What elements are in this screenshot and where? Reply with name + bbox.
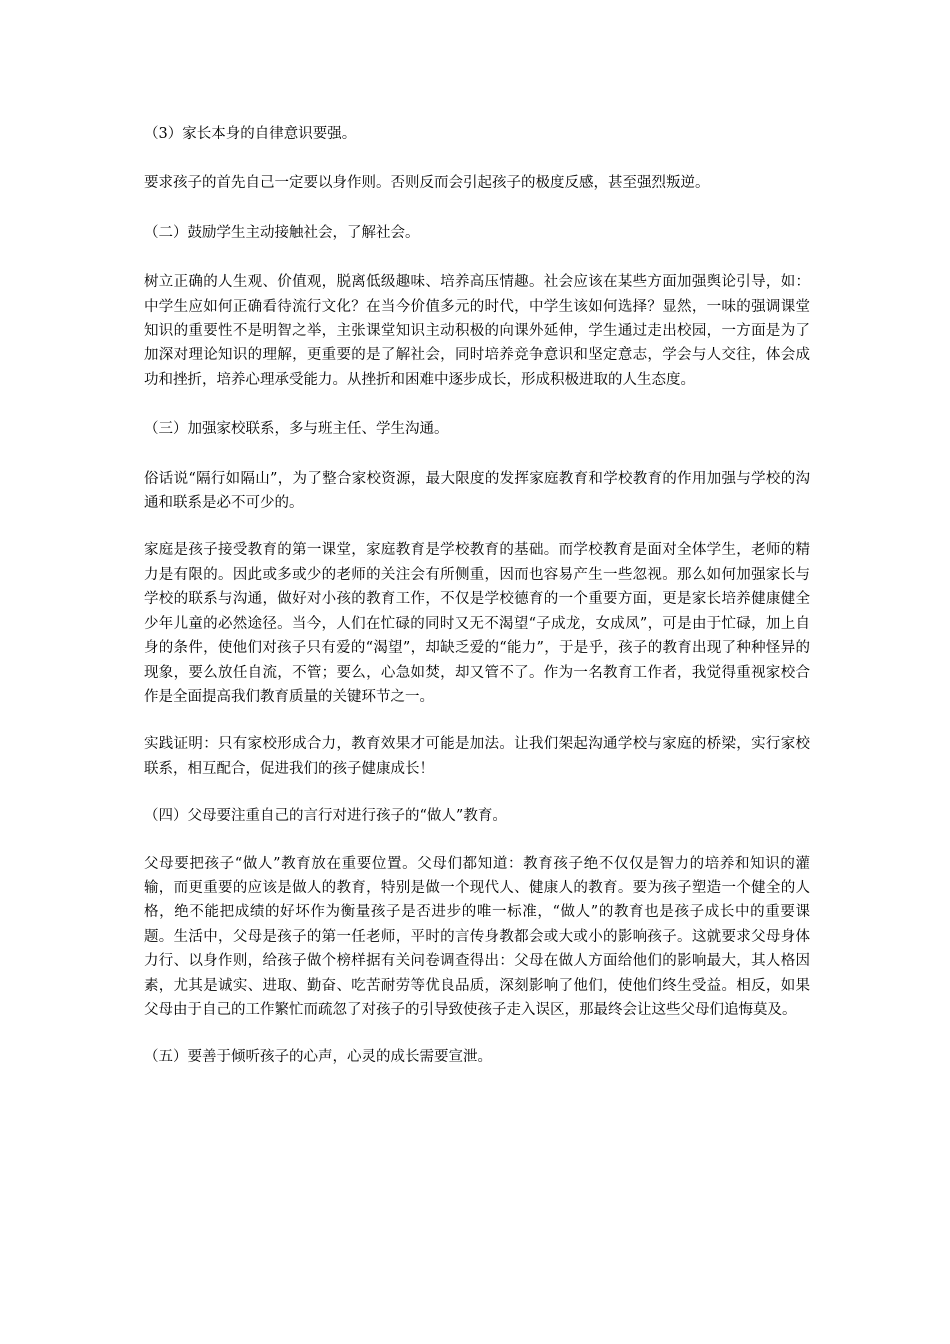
document-page xyxy=(144,122,810,1070)
paragraph-self-discipline: 要求孩子的首先自己一定要以身作则。否则反而会引起孩子的极度反感，甚至强烈叛逆。 xyxy=(144,175,710,192)
section-heading-3-school: （三）加强家校联系，多与班主任、学生沟通。 xyxy=(144,421,449,438)
paragraph-proverb: 俗话说“隔行如隔山”，为了整合家校资源，最大限度的发挥家庭教育和学校教育的作用加强与学校的沟通和联系是必不可少的。 xyxy=(144,470,810,512)
paragraph-character: 父母要把孩子“做人”教育放在重要位置。父母们都知道：教育孩子绝不仅仅是智力的培养和知识的灌输，而更重要的应该是做人的教育，特别是做一个现代人、健康人的教育。要为孩子塑造一个健全的人格，绝不能把成绩的好坏作为衡量孩子是否进步的唯一标准，“做人”的教育也是孩子成长中的重要课题。生活中，父母是孩子的第一任老师，平时的言传身教都会或大或小的影响孩子。这就要求父母身体力行、以身作则，给孩子做个榜样据有关问卷调查得出：父母在做人方面给他们的影响最大，其人格因素，尤其是诚实、进取、勤奋、吃苦耐劳等优良品质，深刻影响了他们，使他们终生受益。相反，如果父母由于自己的工作繁忙而疏忽了对孩子的引导致使孩子走入误区，那最终会让这些父母们追悔莫及。 xyxy=(144,855,810,1018)
section-heading-2: （二）鼓励学生主动接触社会，了解社会。 xyxy=(144,224,420,241)
paragraph-practice: 实践证明：只有家校形成合力，教育效果才可能是加法。让我们架起沟通学校与家庭的桥梁，实行家校联系，相互配合，促进我们的孩子健康成长！ xyxy=(144,736,810,777)
section-heading-4: （四）父母要注重自己的言行对进行孩子的“做人”教育。 xyxy=(144,808,507,825)
paragraph-family-education: 家庭是孩子接受教育的第一课堂，家庭教育是学校教育的基础。而学校教育是面对全体学生，老师的精力是有限的。因此或多或少的老师的关注会有所侧重，因而也容易产生一些忽视。那么如何加强家长与学校的联系与沟通，做好对小孩的教育工作，不仅是学校德育的一个重要方面，更是家长培养健康健全少年儿童的必然途径。当今，人们在忙碌的同时又无不渴望“子成龙，女成凤”，可是由于忙碌，加上自身的条件，使他们对孩子只有爱的“渴望”，却缺乏爱的“能力”，于是乎，孩子的教育出现了种种怪异的现象，要么放任自流，不管；要么，心急如焚，却又管不了。作为一名教育工作者，我觉得重视家校合作是全面提高我们教育质量的关键环节之一。 xyxy=(144,542,810,705)
section-heading-3: （3）家长本身的自律意识要强。 xyxy=(144,126,357,142)
paragraph-society: 树立正确的人生观、价值观，脱离低级趣味、培养高压情趣。社会应该在某些方面加强舆论引导，如：中学生应如何正确看待流行文化？在当今价值多元的时代，中学生该如何选择？显然，一味的强调课堂知识的重要性不是明智之举，主张课堂知识主动积极的向课外延伸，学生通过走出校园，一方面是为了加深对理论知识的理解，更重要的是了解社会，同时培养竞争意识和坚定意志，学会与人交往，体会成功和挫折，培养心理承受能力。从挫折和困难中逐步成长，形成积极进取的人生态度。 xyxy=(144,274,810,388)
section-heading-5: （五）要善于倾听孩子的心声，心灵的成长需要宣泄。 xyxy=(144,1049,492,1066)
